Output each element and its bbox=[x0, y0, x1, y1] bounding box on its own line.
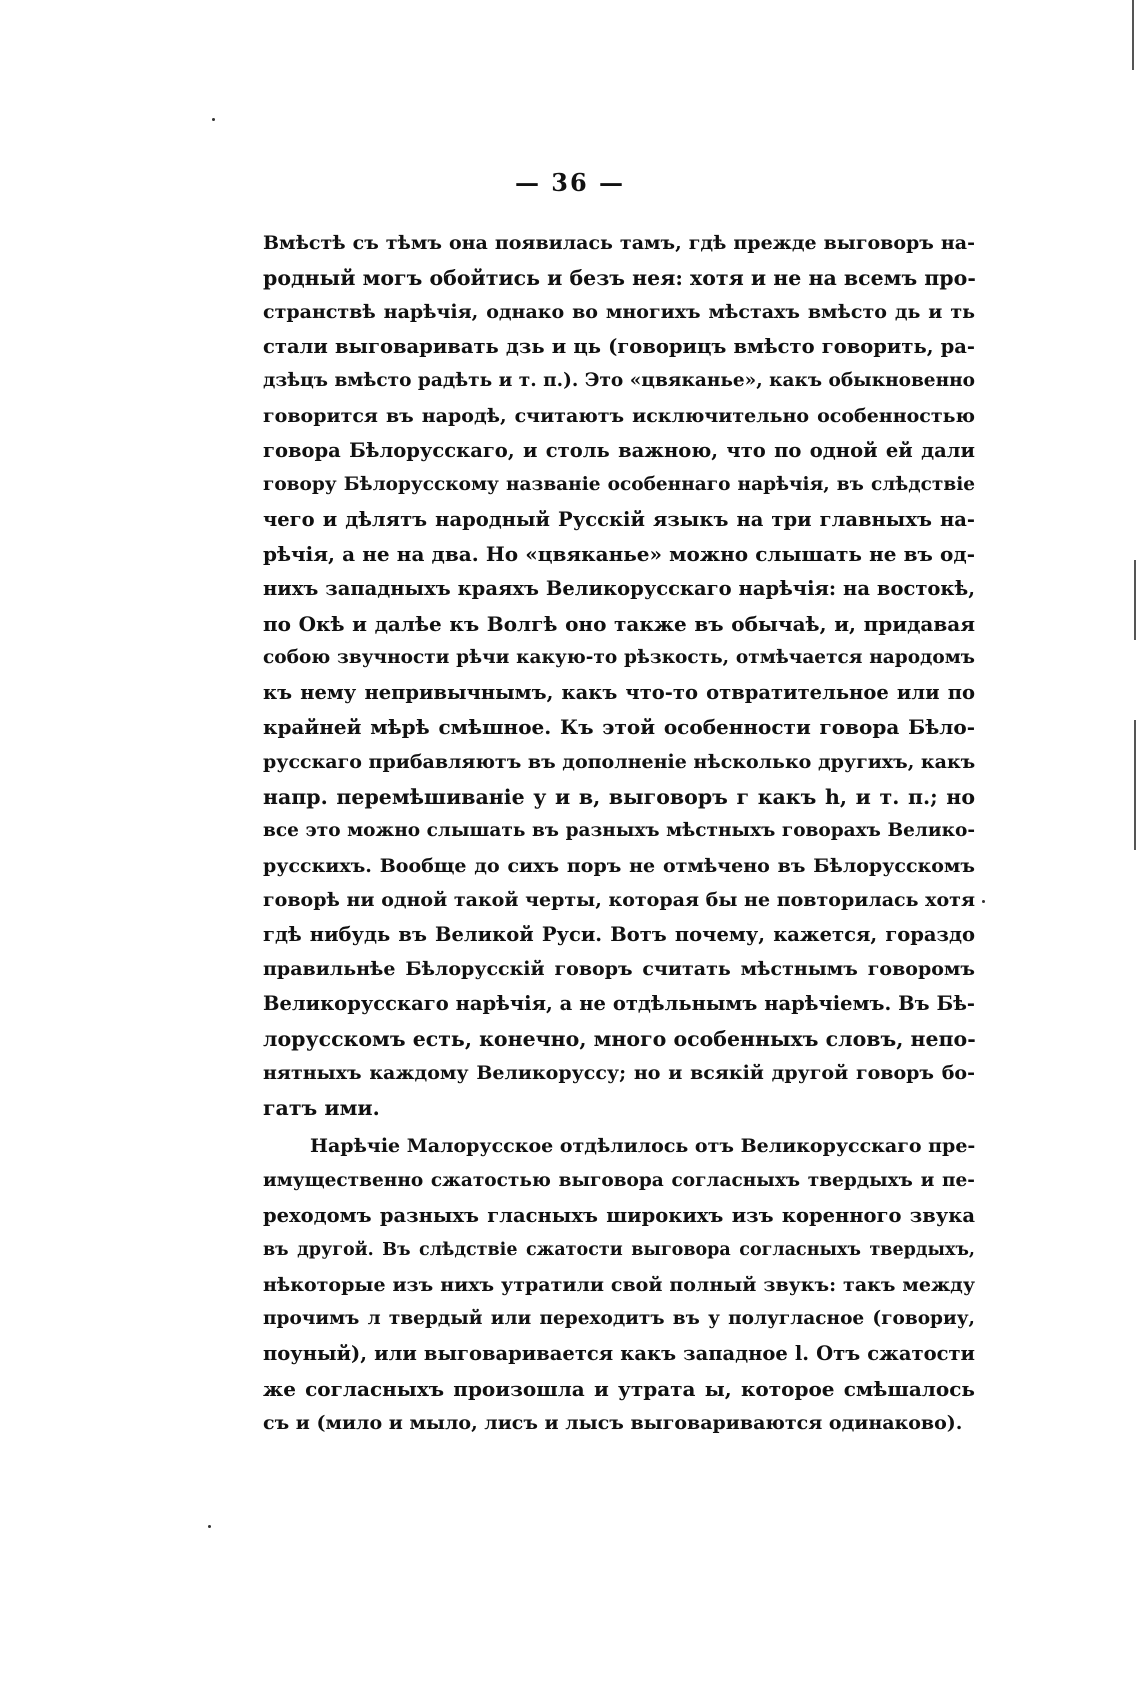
text-line: гатъ ими. bbox=[263, 1095, 380, 1120]
text-line: все это можно слышать въ разныхъ мѣстныхъ говорахъ Велико- bbox=[263, 820, 975, 842]
scan-speck bbox=[208, 1525, 211, 1528]
text-line: реходомъ разныхъ гласныхъ широкихъ изъ коренного звука bbox=[263, 1203, 975, 1227]
text-line: дзѣцъ вмѣсто радѣть и т. п.). Это «цвяканье», какъ обыкновенно bbox=[263, 370, 975, 392]
text-line: правильнѣе Бѣлорусскій говоръ считать мѣстнымъ говоромъ bbox=[263, 958, 975, 981]
text-line: Вмѣстѣ съ тѣмъ она появилась тамъ, гдѣ прежде выговоръ на- bbox=[263, 232, 975, 254]
body-text bbox=[263, 226, 975, 1441]
paragraph-2 bbox=[263, 1129, 975, 1440]
text-line: прочимъ л твердый или переходитъ въ у полугласное (говориу, bbox=[263, 1308, 975, 1330]
scan-edge-mark bbox=[1132, 0, 1134, 70]
text-line: родный могъ обойтись и безъ нея: хотя и не на всемъ про- bbox=[263, 265, 976, 290]
page-number: — 36 — bbox=[514, 168, 626, 197]
text-line: собою звучности рѣчи какую-то рѣзкость, отмѣчается народомъ bbox=[263, 647, 975, 669]
text-line: чего и дѣлятъ народный Русскій языкъ на три главныхъ на- bbox=[263, 507, 975, 531]
text-line: лорусскомъ есть, конечно, много особенныхъ словъ, непо- bbox=[263, 1026, 976, 1051]
text-line: къ нему непривычнымъ, какъ что-то отвратительное или по bbox=[263, 680, 975, 704]
text-line: русскаго прибавляютъ въ дополненіе нѣсколько другихъ, какъ bbox=[263, 750, 976, 773]
text-line: говорѣ ни одной такой черты, которая бы не повторилась хотя bbox=[263, 889, 975, 912]
text-line: имущественно сжатостью выговора согласныхъ твердыхъ и пе- bbox=[263, 1170, 975, 1192]
text-line: въ другой. Въ слѣдствіе сжатости выговора согласныхъ твердыхъ, bbox=[263, 1240, 975, 1261]
scan-edge-mark bbox=[1134, 720, 1136, 850]
scan-speck bbox=[982, 900, 985, 903]
text-line: же согласныхъ произошла и утрата ы, которое смѣшалось bbox=[263, 1376, 975, 1401]
paragraph-1 bbox=[263, 226, 975, 1125]
text-line: нѣкоторые изъ нихъ утратили свой полный звукъ: такъ между bbox=[263, 1273, 975, 1296]
text-line: напр. перемѣшиваніе у и в, выговоръ г какъ h, и т. п.; но bbox=[263, 784, 975, 809]
text-line: поуный), или выговаривается какъ западное l. Отъ сжатости bbox=[263, 1342, 975, 1365]
text-line: Великорусскаго нарѣчія, а не отдѣльнымъ нарѣчіемъ. Въ Бѣ- bbox=[263, 992, 975, 1016]
text-line: гдѣ нибудь въ Великой Руси. Вотъ почему, кажется, гораздо bbox=[263, 922, 975, 946]
text-line: странствѣ нарѣчія, однако во многихъ мѣстахъ вмѣсто дь и ть bbox=[263, 301, 975, 324]
text-line: Нарѣчіе Малорусское отдѣлилось отъ Великорусскаго пре- bbox=[310, 1135, 976, 1158]
text-line: говору Бѣлорусскому названіе особеннаго нарѣчія, въ слѣдствіе bbox=[263, 474, 975, 496]
text-line: стали выговаривать дзь и ць (говорицъ вмѣсто говорить, ра- bbox=[263, 334, 975, 358]
text-line: рѣчія, а не на два. Но «цвяканье» можно слышать не въ од- bbox=[263, 542, 975, 567]
text-line: нятныхъ каждому Великоруссу; но и всякій другой говоръ бо- bbox=[263, 1062, 975, 1085]
text-line: съ и (мило и мыло, лисъ и лысъ выговариваются одинаково). bbox=[263, 1412, 963, 1435]
text-line: крайней мѣрѣ смѣшное. Къ этой особенности говора Бѣло- bbox=[263, 715, 975, 740]
scan-edge-mark bbox=[1134, 560, 1136, 640]
text-line: нихъ западныхъ краяхъ Великорусскаго нарѣчія: на востокѣ, bbox=[263, 576, 975, 600]
text-line: говора Бѣлорусскаго, и столь важною, что по одной ей дали bbox=[263, 438, 975, 462]
text-line: русскихъ. Вообще до сихъ поръ не отмѣчено въ Бѣлорусскомъ bbox=[263, 854, 975, 877]
scan-speck bbox=[212, 118, 215, 121]
text-line: говорится въ народѣ, считаютъ исключительно особенностью bbox=[263, 404, 975, 427]
text-line: по Окѣ и далѣе къ Волгѣ оно также въ обычаѣ, и, придавая bbox=[263, 611, 975, 636]
